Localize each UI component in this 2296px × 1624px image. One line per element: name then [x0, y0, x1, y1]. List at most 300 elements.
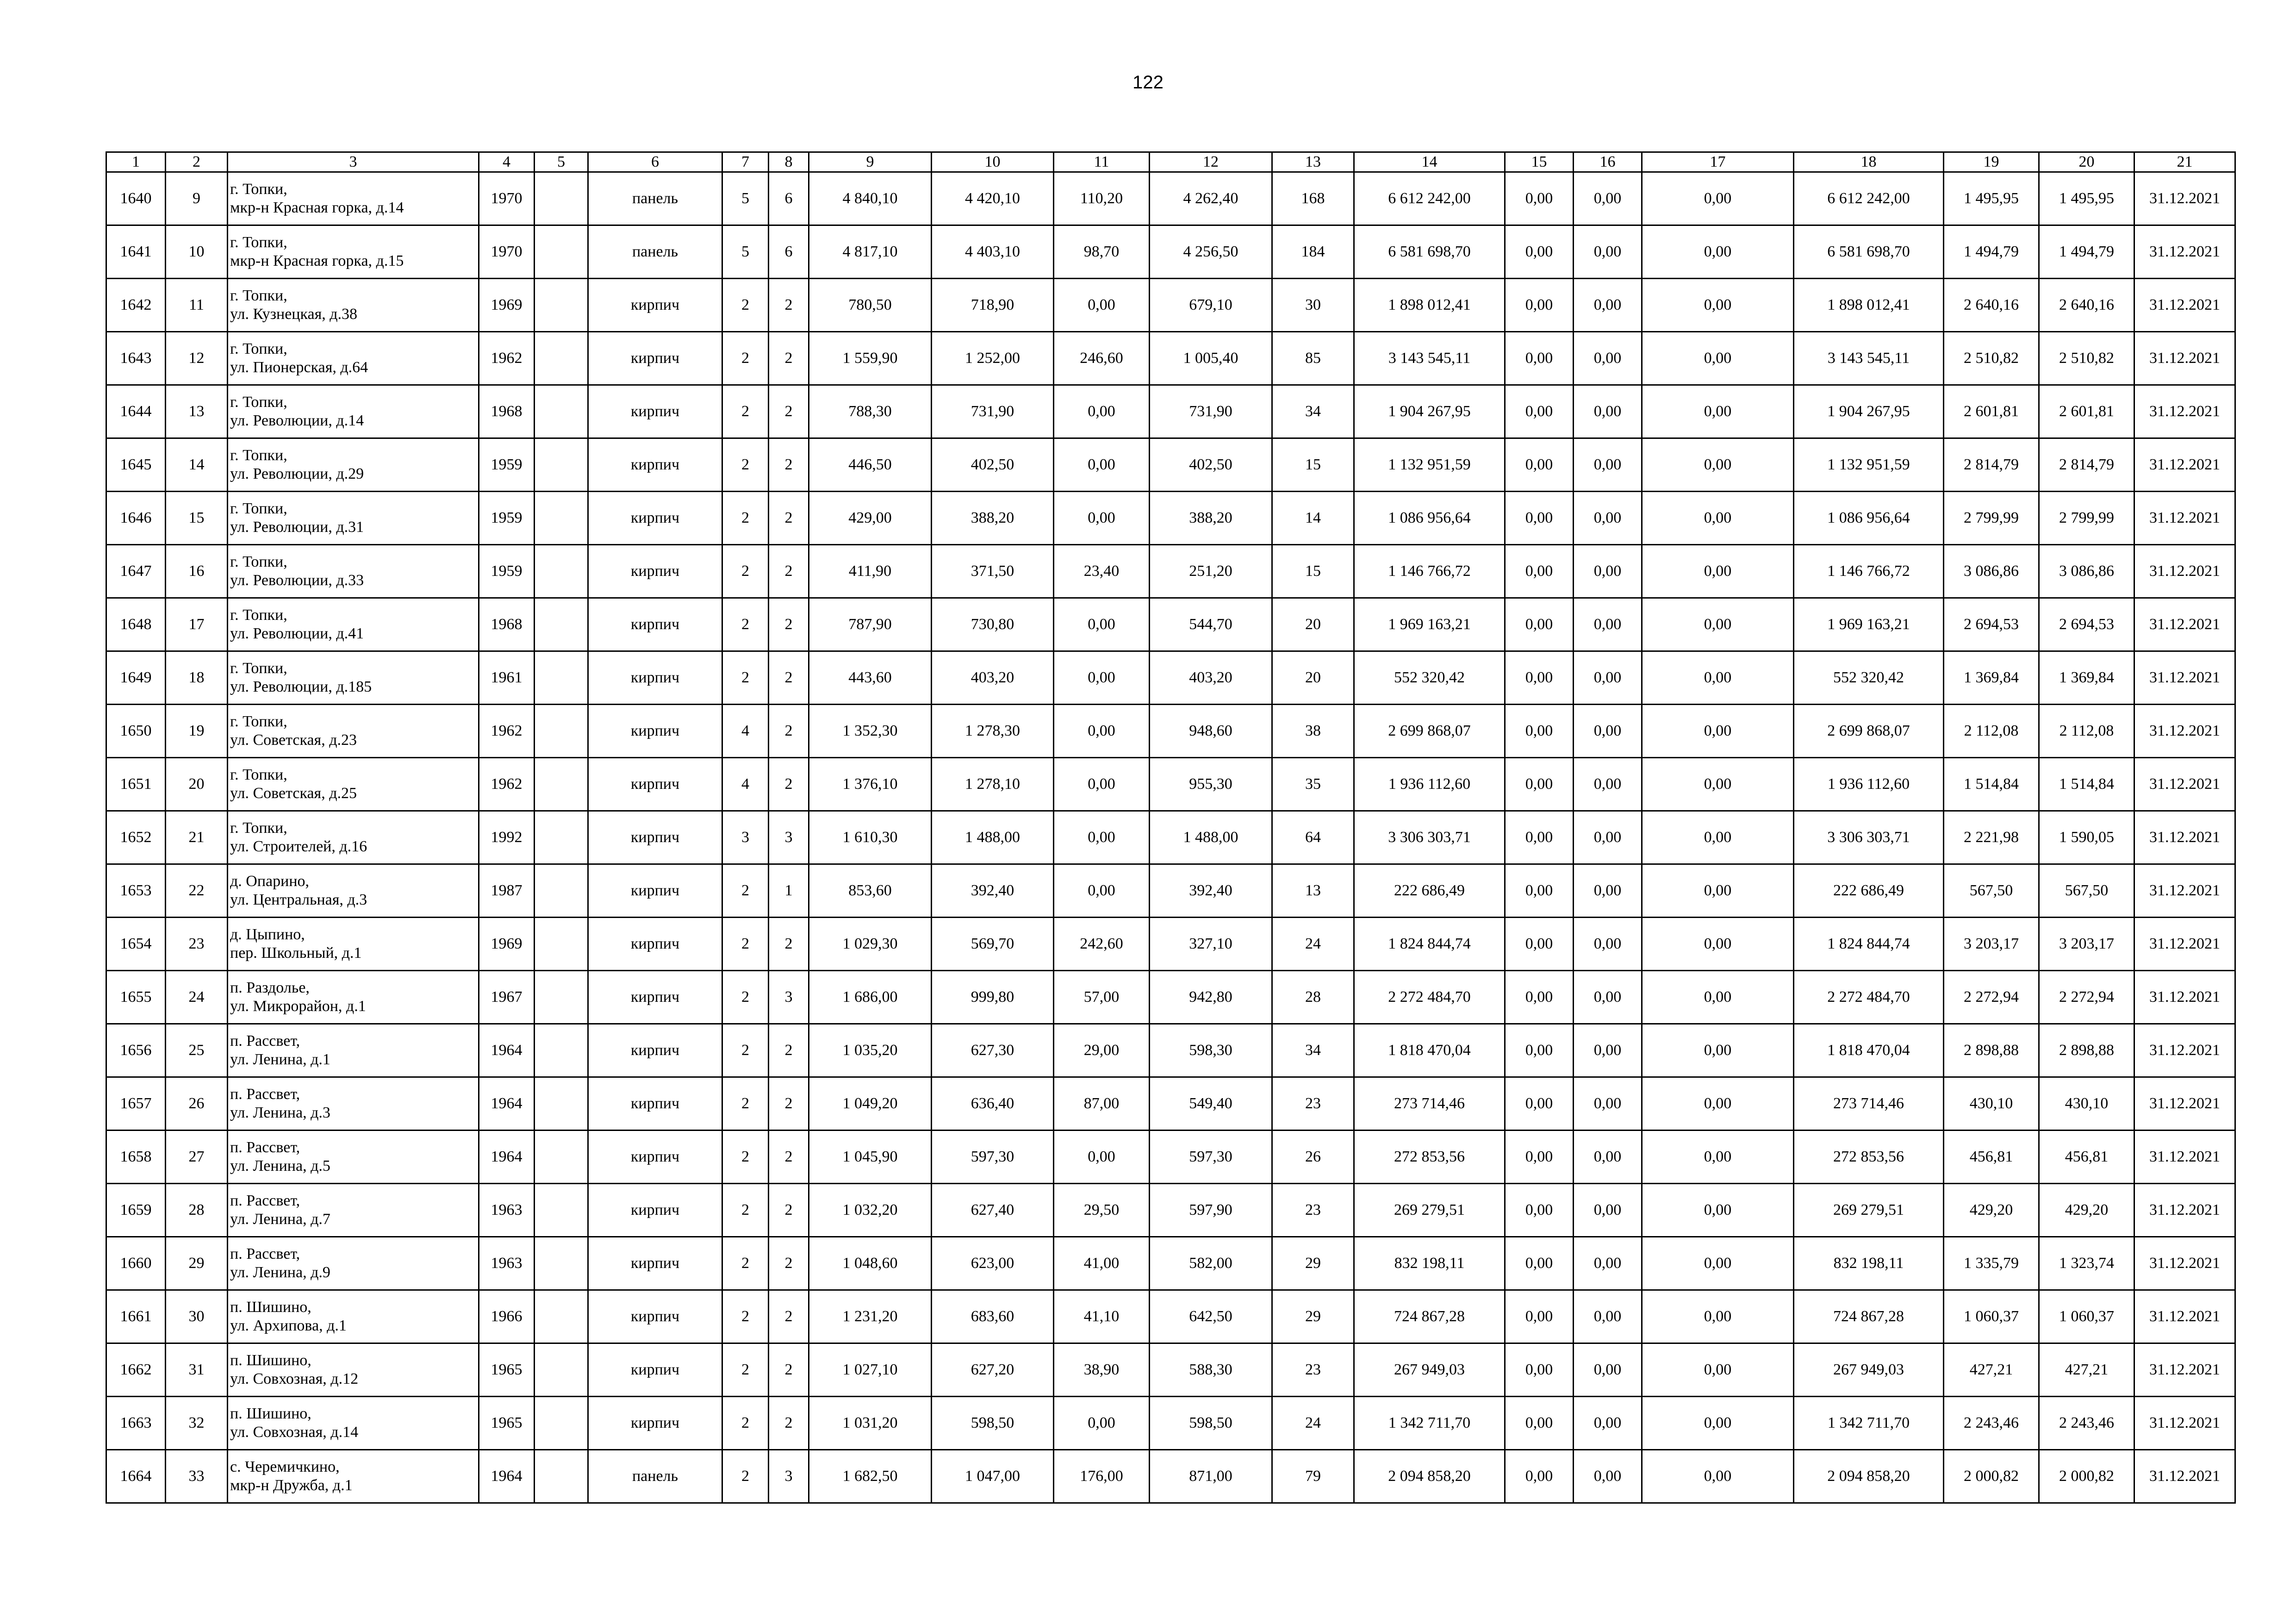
floors: 2 — [741, 988, 749, 1006]
cost-col-18: 1 146 766,72 — [1827, 562, 1910, 580]
private-area: 402,50 — [1189, 456, 1232, 473]
cost-col-18: 1 936 112,60 — [1827, 775, 1910, 793]
table-cell — [932, 811, 1054, 864]
address-cell — [228, 705, 479, 758]
deadline: 31.12.2021 — [2149, 1468, 2220, 1485]
table-cell — [535, 1077, 588, 1131]
table-cell — [1642, 705, 1794, 758]
table-cell — [809, 225, 932, 279]
table-cell — [1354, 971, 1505, 1024]
table-cell — [106, 1077, 166, 1131]
cost-col-18: 832 198,11 — [1833, 1255, 1904, 1272]
table-cell — [535, 438, 588, 492]
table-cell — [588, 1397, 722, 1450]
table-cell — [106, 1450, 166, 1503]
table-cell — [1642, 385, 1794, 438]
table-cell — [588, 1450, 722, 1503]
column-number-header: 20 — [2039, 152, 2134, 172]
total-area: 1 682,50 — [842, 1468, 898, 1485]
table-cell — [1505, 651, 1574, 705]
table-cell — [1642, 1237, 1794, 1290]
non-residential-area: 242,60 — [1080, 935, 1123, 952]
cost-col-17: 0,00 — [1704, 403, 1732, 420]
table-cell — [932, 971, 1054, 1024]
table-cell — [1505, 1290, 1574, 1343]
table-cell — [1272, 1131, 1354, 1184]
wall-material: кирпич — [630, 350, 680, 367]
table-cell — [1505, 438, 1574, 492]
local-number: 10 — [188, 243, 205, 260]
repair-cost: 2 272 484,70 — [1388, 988, 1471, 1006]
table-cell — [1794, 1131, 1944, 1184]
non-residential-area: 41,10 — [1083, 1308, 1120, 1325]
table-cell — [769, 385, 809, 438]
residents: 23 — [1305, 1201, 1321, 1218]
total-area: 1 045,90 — [842, 1148, 898, 1165]
table-cell — [1150, 385, 1272, 438]
local-number: 29 — [188, 1255, 205, 1272]
deadline: 31.12.2021 — [2149, 1308, 2220, 1325]
cost-col-16: 0,00 — [1593, 243, 1622, 260]
column-number-header: 6 — [588, 152, 722, 172]
table-cell — [1150, 1290, 1272, 1343]
column-number-row — [106, 152, 2235, 172]
table-cell — [2134, 1184, 2235, 1237]
table-cell — [535, 332, 588, 385]
table-cell — [479, 332, 535, 385]
cost-col-15: 0,00 — [1525, 1361, 1553, 1378]
table-cell — [1794, 438, 1944, 492]
local-number: 17 — [188, 616, 205, 633]
unit-cost: 2 510,82 — [1964, 350, 2019, 367]
entrances: 2 — [784, 616, 793, 633]
table-cell — [1354, 545, 1505, 598]
table-row — [106, 545, 2235, 598]
repair-cost: 267 949,03 — [1394, 1361, 1465, 1378]
repair-cost: 269 279,51 — [1394, 1201, 1465, 1218]
table-cell — [106, 971, 166, 1024]
table-cell — [479, 545, 535, 598]
floors: 2 — [741, 1361, 749, 1378]
table-cell — [722, 1024, 769, 1077]
table-cell — [535, 705, 588, 758]
table-cell — [1944, 758, 2039, 811]
table-cell — [2134, 1024, 2235, 1077]
table-cell — [535, 651, 588, 705]
table-cell — [1642, 172, 1794, 225]
living-area: 4 403,10 — [965, 243, 1020, 260]
record-number: 1647 — [120, 562, 152, 580]
non-residential-area: 0,00 — [1088, 882, 1115, 899]
floors: 2 — [741, 1148, 749, 1165]
table-cell — [166, 1450, 228, 1503]
table-row — [106, 492, 2235, 545]
table-cell — [1150, 598, 1272, 651]
table-cell — [722, 438, 769, 492]
table-cell — [166, 651, 228, 705]
table-cell — [1054, 545, 1150, 598]
table-cell — [166, 971, 228, 1024]
table-cell — [479, 492, 535, 545]
table-cell — [1642, 1290, 1794, 1343]
residents: 64 — [1305, 829, 1321, 846]
table-cell — [1794, 492, 1944, 545]
repair-cost: 1 824 844,74 — [1388, 935, 1471, 952]
table-cell — [479, 279, 535, 332]
residents: 15 — [1305, 456, 1321, 473]
street-address: ул. Пионерская, д.64 — [230, 359, 368, 376]
column-number-header: 5 — [535, 152, 588, 172]
table-cell — [1354, 279, 1505, 332]
table-cell — [1505, 172, 1574, 225]
table-cell — [1642, 1024, 1794, 1077]
table-cell — [479, 758, 535, 811]
year-built: 1970 — [491, 243, 523, 260]
table-cell — [106, 598, 166, 651]
table-cell — [2134, 1131, 2235, 1184]
table-cell — [1642, 492, 1794, 545]
table-cell — [1574, 492, 1642, 545]
deadline: 31.12.2021 — [2149, 350, 2220, 367]
table-cell — [1054, 971, 1150, 1024]
total-area: 853,60 — [848, 882, 892, 899]
cost-col-18: 222 686,49 — [1833, 882, 1904, 899]
table-cell — [1642, 864, 1794, 918]
table-cell — [1272, 705, 1354, 758]
unit-cost: 3 086,86 — [1964, 562, 2019, 580]
residents: 26 — [1305, 1148, 1321, 1165]
table-cell — [2134, 758, 2235, 811]
table-cell — [1150, 918, 1272, 971]
address-cell — [228, 651, 479, 705]
table-cell — [1272, 332, 1354, 385]
floors: 2 — [741, 562, 749, 580]
table-cell — [1272, 1290, 1354, 1343]
local-number: 27 — [188, 1148, 205, 1165]
deadline: 31.12.2021 — [2149, 403, 2220, 420]
local-number: 31 — [188, 1361, 205, 1378]
cost-col-15: 0,00 — [1525, 829, 1553, 846]
record-number: 1661 — [120, 1308, 152, 1325]
cost-col-18: 1 818 470,04 — [1827, 1042, 1910, 1059]
table-cell — [1794, 172, 1944, 225]
floors: 3 — [741, 829, 749, 846]
max-unit-cost: 3 086,86 — [2059, 562, 2114, 580]
cost-col-16: 0,00 — [1593, 1042, 1622, 1059]
record-number: 1657 — [120, 1095, 152, 1112]
table-cell — [166, 864, 228, 918]
table-cell — [1272, 758, 1354, 811]
record-number: 1652 — [120, 829, 152, 846]
address-cell — [228, 1237, 479, 1290]
cost-col-17: 0,00 — [1704, 562, 1732, 580]
wall-material: кирпич — [630, 1361, 680, 1378]
table-cell — [535, 1237, 588, 1290]
wall-material: кирпич — [630, 1414, 680, 1431]
year-built: 1964 — [491, 1095, 523, 1112]
table-cell — [1944, 705, 2039, 758]
table-cell — [1574, 1343, 1642, 1397]
table-cell — [722, 864, 769, 918]
wall-material: кирпич — [630, 829, 680, 846]
residents: 79 — [1305, 1468, 1321, 1485]
table-cell — [769, 1131, 809, 1184]
year-built: 1963 — [491, 1201, 523, 1218]
table-cell — [809, 1290, 932, 1343]
floors: 2 — [741, 1042, 749, 1059]
cost-col-18: 2 272 484,70 — [1827, 988, 1910, 1006]
table-cell — [1354, 1450, 1505, 1503]
table-cell — [722, 172, 769, 225]
table-row — [106, 1397, 2235, 1450]
table-cell — [1505, 1397, 1574, 1450]
table-cell — [932, 1397, 1054, 1450]
street-address: ул. Ленина, д.9 — [230, 1264, 330, 1281]
unit-cost: 2 640,16 — [1964, 296, 2019, 313]
cost-col-17: 0,00 — [1704, 243, 1732, 260]
table-cell — [2134, 705, 2235, 758]
table-cell — [2039, 545, 2134, 598]
max-unit-cost: 430,10 — [2065, 1095, 2109, 1112]
table-cell — [535, 758, 588, 811]
table-cell — [535, 172, 588, 225]
non-residential-area: 0,00 — [1088, 403, 1115, 420]
table-row — [106, 651, 2235, 705]
column-number-header: 2 — [166, 152, 228, 172]
table-cell — [722, 705, 769, 758]
wall-material: кирпич — [630, 669, 680, 686]
private-area: 679,10 — [1189, 296, 1232, 313]
table-cell — [1272, 1237, 1354, 1290]
table-cell — [809, 279, 932, 332]
table-cell — [588, 864, 722, 918]
table-cell — [1574, 598, 1642, 651]
unit-cost: 1 494,79 — [1964, 243, 2019, 260]
local-number: 12 — [188, 350, 205, 367]
table-cell — [1794, 918, 1944, 971]
address-cell — [228, 545, 479, 598]
unit-cost: 1 514,84 — [1964, 775, 2019, 793]
residents: 23 — [1305, 1361, 1321, 1378]
table-cell — [1505, 279, 1574, 332]
entrances: 2 — [784, 1255, 793, 1272]
table-cell — [588, 598, 722, 651]
table-cell — [166, 1237, 228, 1290]
cost-col-16: 0,00 — [1593, 1361, 1622, 1378]
table-cell — [1354, 385, 1505, 438]
table-cell — [932, 598, 1054, 651]
table-cell — [1054, 811, 1150, 864]
table-cell — [769, 1290, 809, 1343]
living-area: 627,30 — [971, 1042, 1014, 1059]
table-cell — [106, 438, 166, 492]
table-cell — [1794, 1343, 1944, 1397]
table-cell — [1944, 598, 2039, 651]
table-cell — [809, 918, 932, 971]
table-row — [106, 758, 2235, 811]
cost-col-16: 0,00 — [1593, 935, 1622, 952]
table-cell — [722, 1077, 769, 1131]
table-cell — [1574, 1397, 1642, 1450]
table-cell — [1054, 1024, 1150, 1077]
non-residential-area: 29,00 — [1083, 1042, 1120, 1059]
private-area: 544,70 — [1189, 616, 1232, 633]
table-cell — [2039, 1290, 2134, 1343]
table-cell — [1354, 705, 1505, 758]
table-cell — [1054, 1184, 1150, 1237]
table-cell — [106, 545, 166, 598]
table-cell — [1054, 1290, 1150, 1343]
deadline: 31.12.2021 — [2149, 616, 2220, 633]
table-cell — [1574, 1131, 1642, 1184]
settlement: г. Топки, — [230, 234, 287, 251]
table-cell — [1505, 225, 1574, 279]
entrances: 2 — [784, 1095, 793, 1112]
table-cell — [809, 598, 932, 651]
record-number: 1650 — [120, 722, 152, 739]
table-cell — [932, 758, 1054, 811]
cost-col-17: 0,00 — [1704, 509, 1732, 526]
table-cell — [1574, 545, 1642, 598]
table-cell — [1150, 1450, 1272, 1503]
table-row — [106, 172, 2235, 225]
table-cell — [1642, 651, 1794, 705]
table-cell — [1642, 1397, 1794, 1450]
table-cell — [2039, 705, 2134, 758]
street-address: ул. Совхозная, д.12 — [230, 1370, 359, 1387]
table-cell — [1354, 1397, 1505, 1450]
year-built: 1970 — [491, 190, 523, 207]
living-area: 1 278,30 — [965, 722, 1020, 739]
cost-col-17: 0,00 — [1704, 456, 1732, 473]
table-cell — [1944, 545, 2039, 598]
table-cell — [1794, 385, 1944, 438]
residents: 30 — [1305, 296, 1321, 313]
table-cell — [1505, 1343, 1574, 1397]
repair-cost: 2 094 858,20 — [1388, 1468, 1471, 1485]
repair-cost: 1 146 766,72 — [1388, 562, 1471, 580]
local-number: 23 — [188, 935, 205, 952]
cost-col-18: 6 581 698,70 — [1827, 243, 1910, 260]
local-number: 11 — [189, 296, 204, 313]
entrances: 2 — [784, 1201, 793, 1218]
table-cell — [809, 651, 932, 705]
entrances: 2 — [784, 935, 793, 952]
table-cell — [2039, 758, 2134, 811]
entrances: 2 — [784, 722, 793, 739]
max-unit-cost: 2 814,79 — [2059, 456, 2114, 473]
table-cell — [1642, 1450, 1794, 1503]
address-cell — [228, 492, 479, 545]
entrances: 2 — [784, 669, 793, 686]
entrances: 2 — [784, 1414, 793, 1431]
non-residential-area: 57,00 — [1083, 988, 1120, 1006]
table-cell — [1150, 811, 1272, 864]
entrances: 2 — [784, 1148, 793, 1165]
table-cell — [1354, 864, 1505, 918]
table-cell — [2039, 1077, 2134, 1131]
non-residential-area: 0,00 — [1088, 829, 1115, 846]
cost-col-17: 0,00 — [1704, 988, 1732, 1006]
table-cell — [166, 758, 228, 811]
settlement: г. Топки, — [230, 606, 287, 624]
table-cell — [1574, 1290, 1642, 1343]
total-area: 1 027,10 — [842, 1361, 898, 1378]
unit-cost: 1 060,37 — [1964, 1308, 2019, 1325]
private-area: 1 488,00 — [1183, 829, 1238, 846]
table-cell — [1272, 1024, 1354, 1077]
table-cell — [722, 651, 769, 705]
cost-col-16: 0,00 — [1593, 1414, 1622, 1431]
residents: 24 — [1305, 935, 1321, 952]
table-cell — [1150, 1077, 1272, 1131]
private-area: 549,40 — [1189, 1095, 1232, 1112]
table-cell — [479, 971, 535, 1024]
table-cell — [1794, 1290, 1944, 1343]
unit-cost: 427,21 — [1969, 1361, 2013, 1378]
table-cell — [1354, 438, 1505, 492]
table-cell — [2039, 1024, 2134, 1077]
table-cell — [1054, 172, 1150, 225]
cost-col-15: 0,00 — [1525, 988, 1553, 1006]
table-cell — [809, 971, 932, 1024]
unit-cost: 3 203,17 — [1964, 935, 2019, 952]
table-cell — [769, 438, 809, 492]
table-cell — [1054, 598, 1150, 651]
address-cell — [228, 225, 479, 279]
residents: 24 — [1305, 1414, 1321, 1431]
table-cell — [2134, 545, 2235, 598]
cost-col-17: 0,00 — [1704, 1361, 1732, 1378]
table-row — [106, 918, 2235, 971]
table-cell — [166, 598, 228, 651]
street-address: мкр-н Красная горка, д.15 — [230, 252, 404, 269]
total-area: 1 048,60 — [842, 1255, 898, 1272]
repair-cost: 1 818 470,04 — [1388, 1042, 1471, 1059]
cost-col-18: 1 824 844,74 — [1827, 935, 1910, 952]
table-cell — [2134, 1397, 2235, 1450]
entrances: 2 — [784, 1361, 793, 1378]
table-cell — [166, 1024, 228, 1077]
cost-col-16: 0,00 — [1593, 562, 1622, 580]
table-cell — [769, 492, 809, 545]
non-residential-area: 0,00 — [1088, 616, 1115, 633]
wall-material: кирпич — [630, 1255, 680, 1272]
cost-col-17: 0,00 — [1704, 1201, 1732, 1218]
residents: 35 — [1305, 775, 1321, 793]
cost-col-18: 2 094 858,20 — [1827, 1468, 1910, 1485]
address-cell — [228, 172, 479, 225]
table-cell — [1574, 1237, 1642, 1290]
table-cell — [1944, 438, 2039, 492]
total-area: 1 231,20 — [842, 1308, 898, 1325]
cost-col-16: 0,00 — [1593, 509, 1622, 526]
table-cell — [2134, 651, 2235, 705]
table-cell — [1150, 1343, 1272, 1397]
table-cell — [1944, 172, 2039, 225]
settlement: г. Топки, — [230, 500, 287, 517]
table-cell — [809, 1237, 932, 1290]
floors: 2 — [741, 456, 749, 473]
table-cell — [1794, 1397, 1944, 1450]
table-cell — [479, 1290, 535, 1343]
table-cell — [106, 385, 166, 438]
address-cell — [228, 598, 479, 651]
max-unit-cost: 1 369,84 — [2059, 669, 2114, 686]
max-unit-cost: 2 272,94 — [2059, 988, 2114, 1006]
table-cell — [722, 1237, 769, 1290]
private-area: 948,60 — [1189, 722, 1232, 739]
